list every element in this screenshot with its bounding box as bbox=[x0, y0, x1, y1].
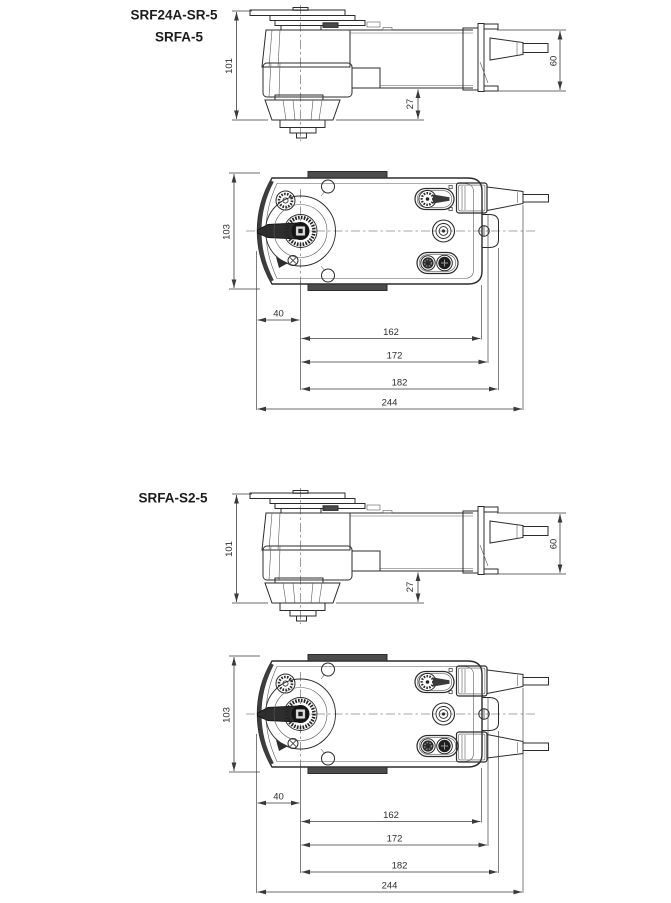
side-view bbox=[250, 488, 548, 624]
top-view bbox=[246, 172, 535, 291]
side-view bbox=[250, 5, 548, 141]
dim-rear-height: 60 bbox=[548, 538, 560, 550]
dim-rear-height: 60 bbox=[548, 55, 560, 67]
top-view-group bbox=[222, 655, 549, 894]
cable-connector bbox=[457, 183, 549, 213]
dim-body-width: 103 bbox=[221, 707, 233, 723]
side-view-dimensions bbox=[232, 494, 566, 603]
dim-coupling-depth: 27 bbox=[405, 581, 416, 593]
dim-length-body: 162 bbox=[383, 810, 399, 821]
model-label-secondary: SRFA-5 bbox=[154, 29, 204, 45]
dim-coupling-depth: 27 bbox=[405, 98, 416, 110]
figure-srfa-s2-5 bbox=[138, 488, 566, 893]
dim-length-bracket: 172 bbox=[386, 833, 403, 845]
dim-overall-height: 101 bbox=[224, 541, 235, 557]
dim-length-bracket: 172 bbox=[386, 350, 403, 362]
dim-overall-height: 101 bbox=[224, 58, 235, 74]
dim-shaft-offset: 40 bbox=[273, 308, 284, 320]
cable-connector-bottom bbox=[457, 732, 549, 762]
side-view-dimensions bbox=[232, 11, 566, 120]
dim-body-width: 103 bbox=[221, 224, 233, 240]
dim-length-body: 162 bbox=[383, 327, 399, 338]
top-view bbox=[246, 655, 535, 774]
dim-length-tab: 182 bbox=[391, 377, 408, 389]
dim-length-total: 244 bbox=[381, 397, 398, 409]
model-label-primary: SRF24A-SR-5 bbox=[130, 7, 218, 23]
dim-shaft-offset: 40 bbox=[273, 791, 284, 803]
cable-connector-top bbox=[457, 666, 549, 696]
top-view-group bbox=[222, 172, 549, 411]
figure-srf24a-sr-5 bbox=[130, 5, 566, 410]
dim-length-total: 244 bbox=[381, 880, 398, 892]
dim-length-tab: 182 bbox=[391, 860, 408, 872]
model-label-primary: SRFA-S2-5 bbox=[138, 490, 208, 506]
